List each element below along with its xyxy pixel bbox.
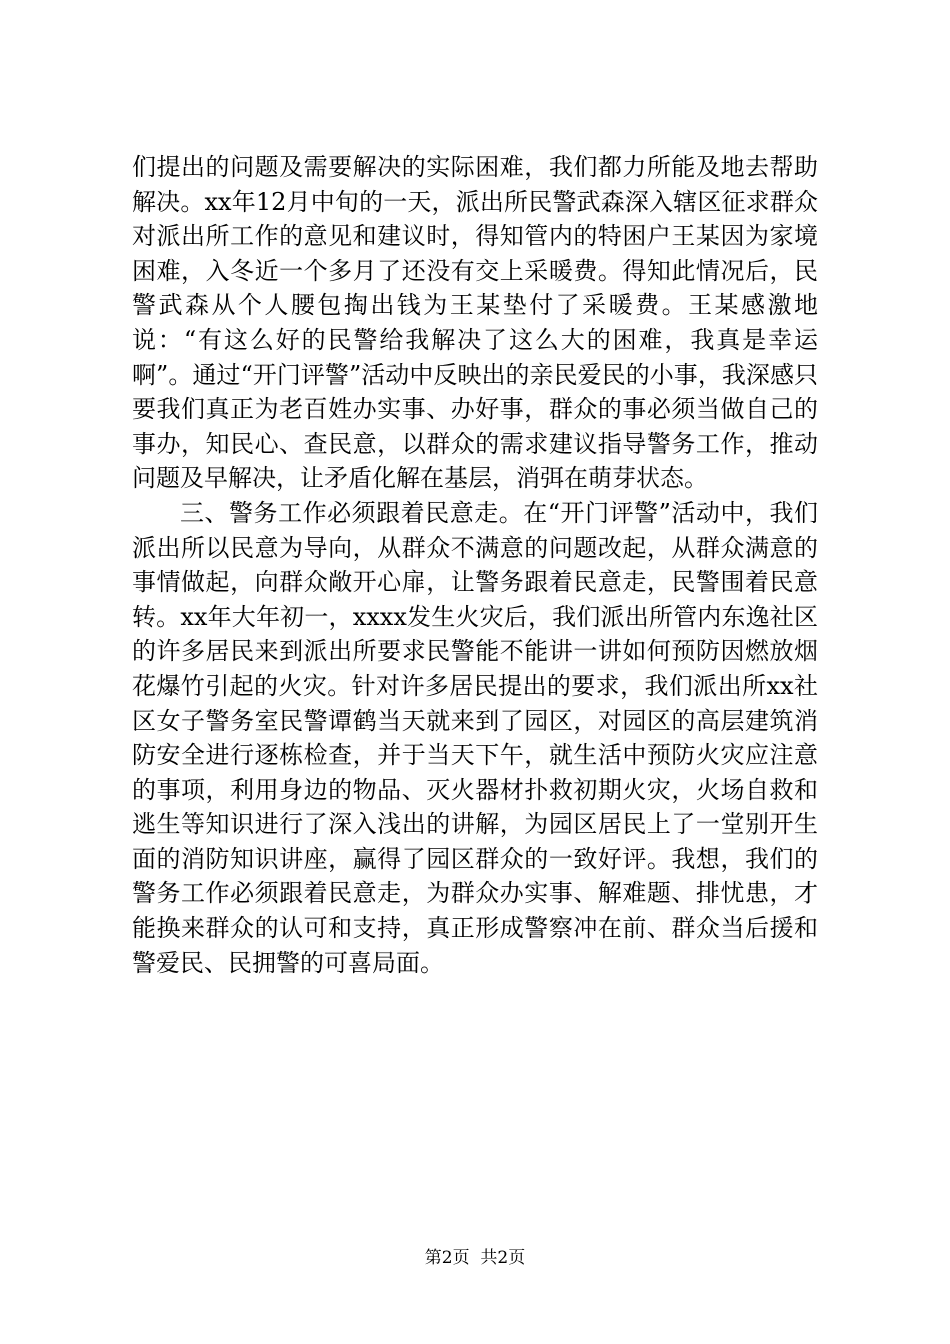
paragraph-section-three: 三、警务工作必须跟着民意走。在“开门评警”活动中，我们派出所以民意为导向，从群众不满意的问题改起，从群众满意的事情做起，向群众敞开心扉，让警务跟着民意走，民警围着民意转。xx年大年初一，xxxx发生火灾后，我们派出所管内东逸社区的许多居民来到派出所要求民警能不能讲一讲如何预防因燃放烟花爆竹引起的火灾。针对许多居民提出的要求，我们派出所xx社区女子警务室民警谭鹤当天就来到了园区，对园区的高层建筑消防安全进行逐栋检查，并于当天下午，就生活中预防火灾应注意的事项，利用身边的物品、灭火器材扑救初期火灾，火场自救和逃生等知识进行了深入浅出的讲解，为园区居民上了一堂别开生面的消防知识讲座，赢得了园区群众的一致好评。我想，我们的警务工作必须跟着民意走，为群众办实事、解难题、排忧患，才能换来群众的认可和支持，真正形成警察冲在前、群众当后援和警爱民、民拥警的可喜局面。 xyxy=(132,498,818,977)
paragraph-continuation: 们提出的问题及需要解决的实际困难，我们都力所能及地去帮助解决。xx年12月中旬的一天，派出所民警武森深入辖区征求群众对派出所工作的意见和建议时，得知管内的特困户王某因为家境困难，入冬近一个多月了还没有交上采暖费。得知此情况后，民警武森从个人腰包掏出钱为王某垫付了采暖费。王某感激地说：“有这么好的民警给我解决了这么大的困难，我真是幸运啊”。通过“开门评警”活动中反映出的亲民爱民的小事，我深感只要我们真正为老百姓办实事、办好事，群众的事必须当做自己的事办，知民心、查民意，以群众的需求建议指导警务工作，推动问题及早解决，让矛盾化解在基层，消弭在萌芽状态。 xyxy=(132,153,818,493)
document-body xyxy=(132,150,818,980)
page-footer-number: 第2页 共2页 xyxy=(424,1248,526,1268)
